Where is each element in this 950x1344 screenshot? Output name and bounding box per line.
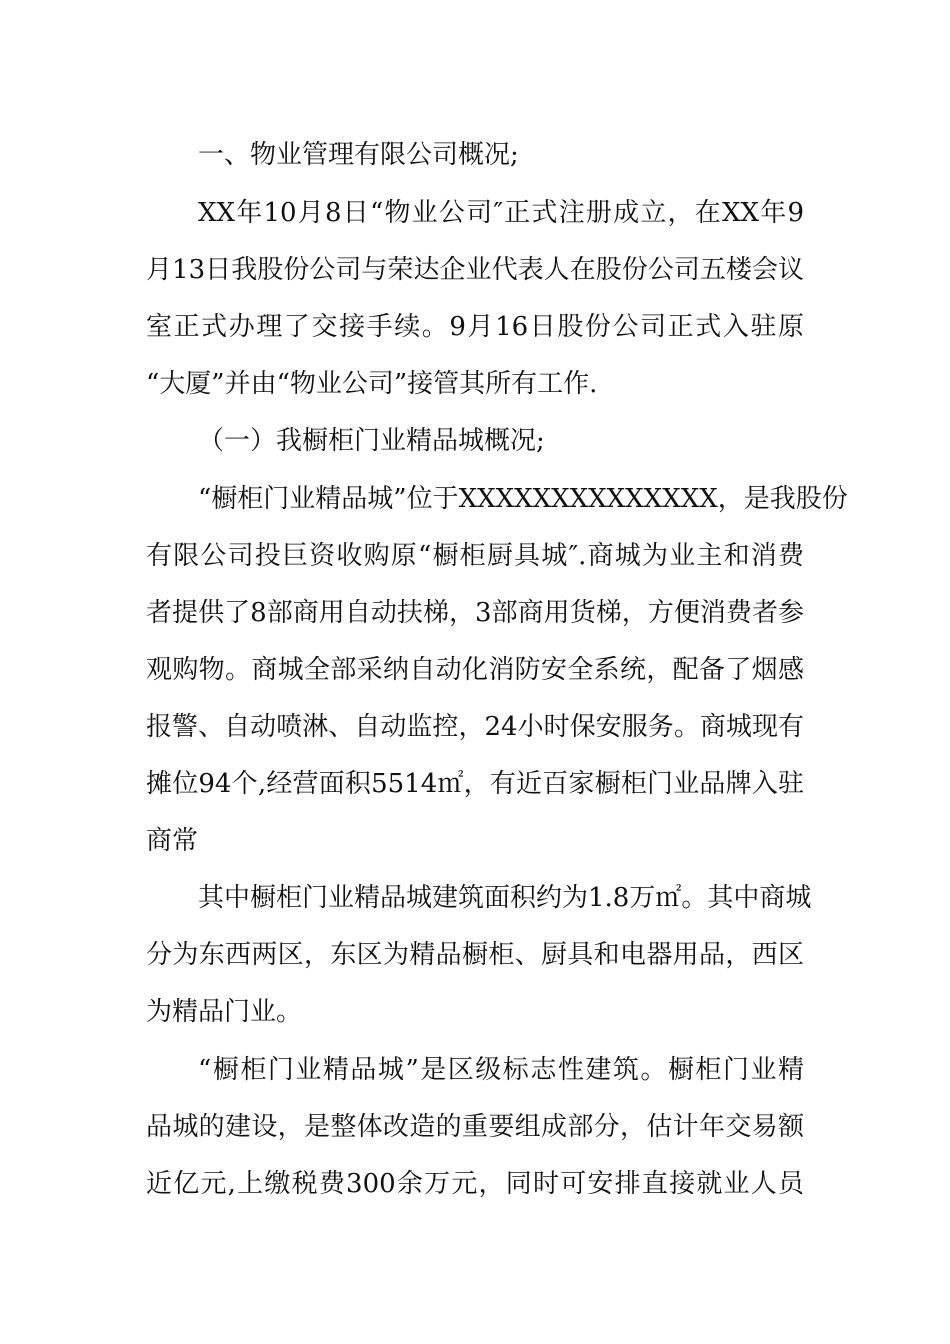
paragraph-line: 商常: [146, 826, 199, 856]
paragraph-line: 摊位94个,经营面积5514㎡，有近百家橱柜门业品牌入驻: [146, 769, 804, 799]
paragraph-line: 者提供了8部商用自动扶梯，3部商用货梯，方便消费者参: [146, 598, 804, 628]
paragraph-line: 其中橱柜门业精品城建筑面积约为1.8万㎡。其中商城: [198, 883, 812, 913]
paragraph-line: 月13日我股份公司与荣达企业代表人在股份公司五楼会议: [146, 255, 804, 285]
paragraph-line: “橱柜门业精品城”位于XXXXXXXXXXXXXX，是我股份: [198, 484, 848, 514]
paragraph-line: 报警、自动喷淋、自动监控，24小时保安服务。商城现有: [146, 712, 804, 742]
section-heading: 一、物业管理有限公司概况;: [198, 140, 519, 170]
paragraph-line: 品城的建设，是整体改造的重要组成部分，估计年交易额: [146, 1112, 804, 1142]
paragraph-line: 为精品门业。: [146, 997, 303, 1027]
paragraph-line: 观购物。商城全部采纳自动化消防安全系统，配备了烟感: [146, 655, 804, 685]
paragraph-line: 近亿元,上缴税费300余万元，同时可安排直接就业人员: [146, 1169, 804, 1199]
paragraph-line: “大厦”并由“物业公司”接管其所有工作.: [146, 369, 598, 399]
subsection-heading: （一）我橱柜门业精品城概况;: [198, 426, 545, 456]
paragraph-line: 有限公司投巨资收购原“橱柜厨具城″.商城为业主和消费: [146, 541, 804, 571]
paragraph-line: 室正式办理了交接手续。9月16日股份公司正式入驻原: [146, 312, 804, 342]
paragraph-line: 分为东西两区，东区为精品橱柜、厨具和电器用品，西区: [146, 940, 804, 970]
paragraph-line: XX年10月8日“物业公司″正式注册成立，在XX年9: [198, 198, 804, 228]
paragraph-line: “橱柜门业精品城”是区级标志性建筑。橱柜门业精: [198, 1055, 804, 1085]
